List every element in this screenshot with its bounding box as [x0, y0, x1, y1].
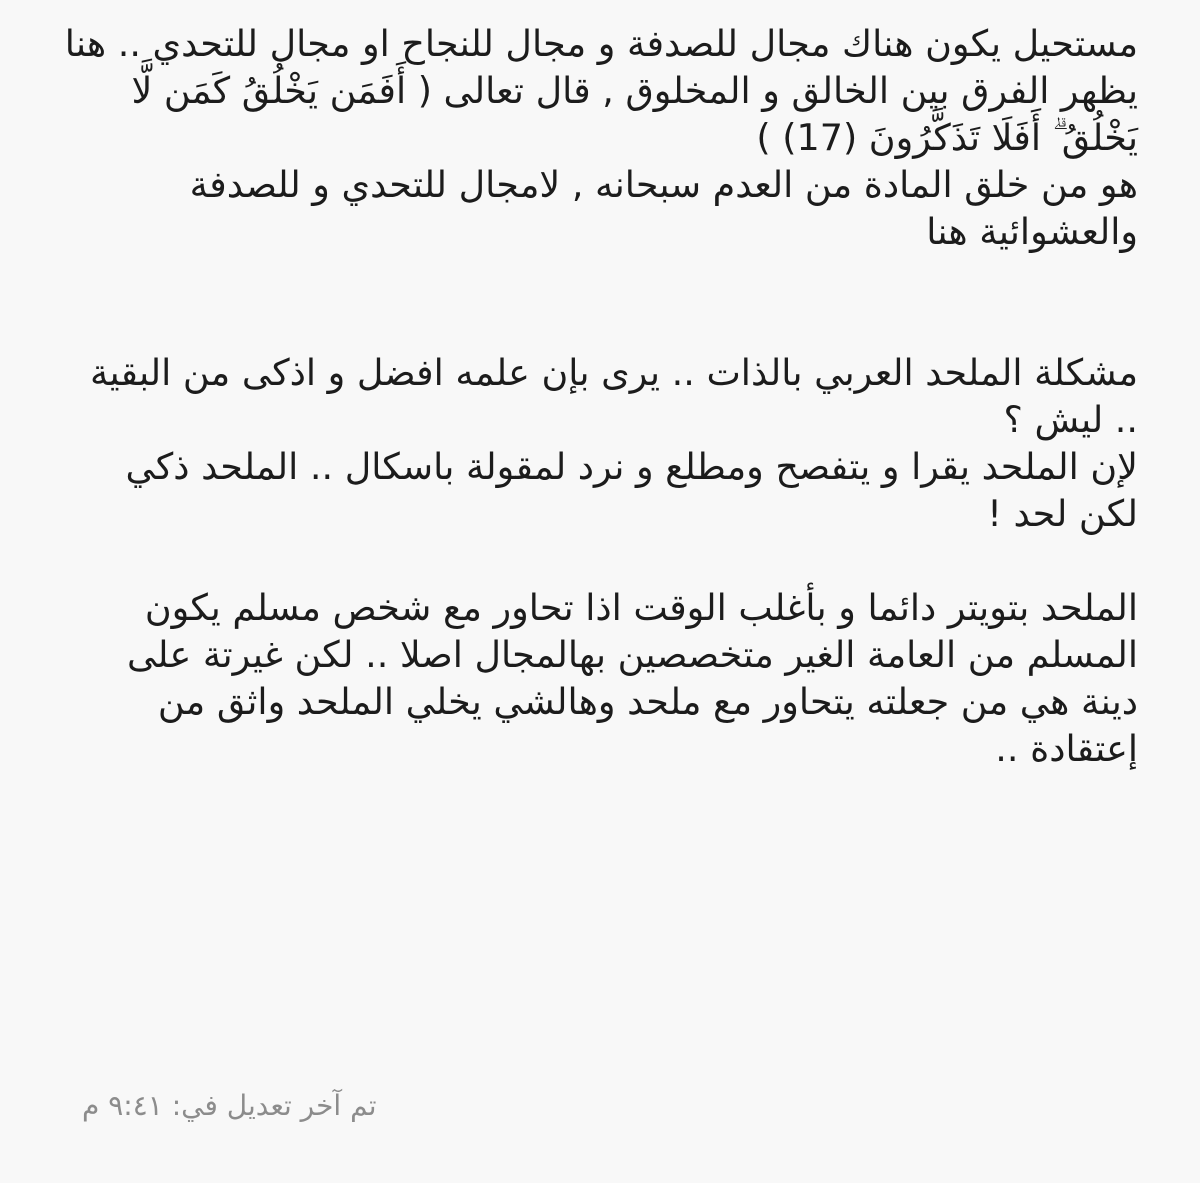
paragraph-spacer: [60, 537, 1138, 584]
note-body[interactable]: [60, 20, 1138, 772]
note-paragraph-1: مستحيل يكون هناك مجال للصدفة و مجال للنجاح او مجال للتحدي .. هنا يظهر الفرق بين الخالق و المخلوق , قال تعالى ( أَفَمَن يَخْلُقُ كَمَن لَّا يَخْلُقُ ۗ أَفَلَا تَذَكَّرُونَ (17) ) هو من خلق المادة من العدم سبحانه , لامجال للتحدي و للصدفة والعشوائية هنا: [64, 22, 1138, 253]
note-paragraph-2: مشكلة الملحد العربي بالذات .. يرى بإن علمه افضل و اذكى من البقية .. ليش ؟ لإن الملحد يقرا و يتفصح ومطلع و نرد لمقولة باسكال .. الملحد ذكي لكن لحد !: [89, 351, 1138, 535]
paragraph-spacer: [60, 255, 1138, 349]
last-edited-timestamp: تم آخر تعديل في: ٩:٤١ م: [82, 1089, 377, 1122]
note-paragraph-3: الملحد بتويتر دائما و بأغلب الوقت اذا تحاور مع شخص مسلم يكون المسلم من العامة الغير متخصصين بهالمجال اصلا .. لكن غيرتة على دينة هي من جعلته يتحاور مع ملحد وهالشي يخلي الملحد واثق من إعتقادة ..: [127, 586, 1138, 770]
